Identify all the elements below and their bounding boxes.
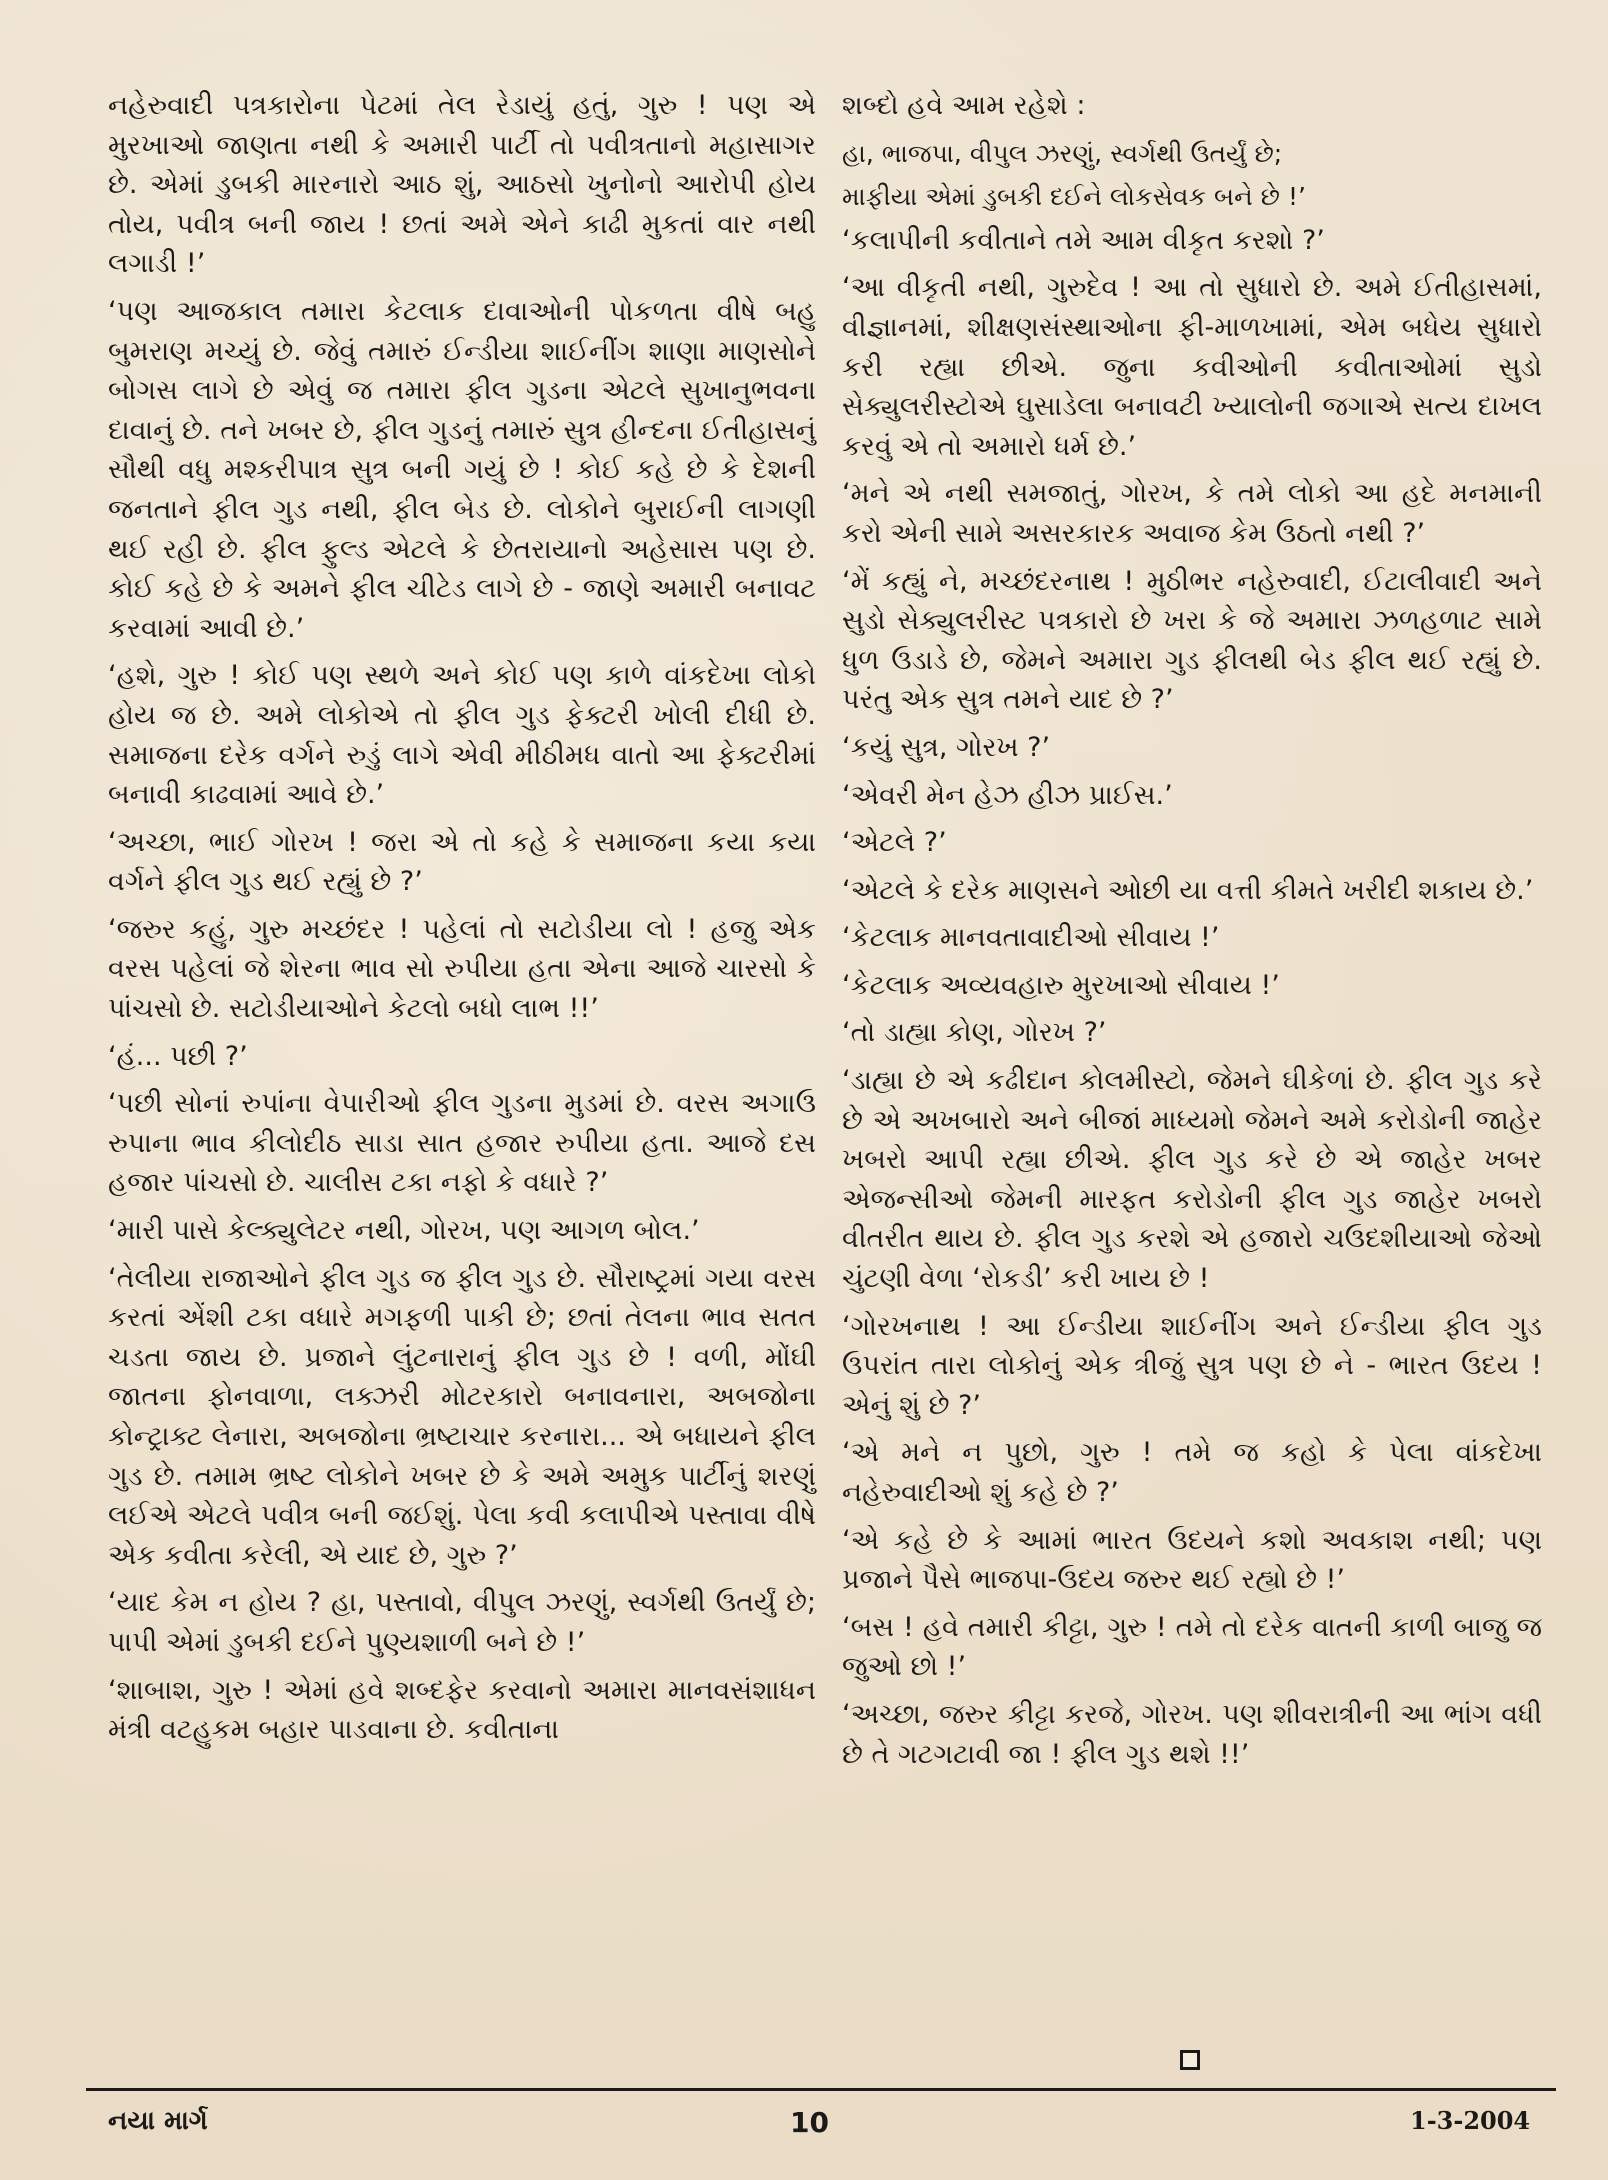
paragraph: ‘પછી સોનાં રુપાંના વેપારીઓ ફીલ ગુડના મુડમાં છે. વરસ અગાઉ રુપાના ભાવ કીલોદીઠ સાડા સાત હજાર રુપીયા હતા. આજે દસ હજાર પાંચસો છે. ચાલીસ ટકા નફો કે વધારે ?’ [108,1088,816,1199]
paragraph: ‘શાબાશ, ગુરુ ! એમાં હવે શબ્દફેર કરવાનો અમારા માનવસંશાધન મંત્રી વટહુકમ બહાર પાડવાના છે. કવીતાના [108,1674,816,1746]
paragraph: ‘મારી પાસે કેલ્ક્યુલેટર નથી, ગોરખ, પણ આગળ બોલ.’ [108,1215,700,1247]
paragraph: ‘તો ડાહ્યા કોણ, ગોરખ ?’ [842,1017,1107,1049]
paragraph: ‘મને એ નથી સમજાતું, ગોરખ, કે તમે લોકો આ હદે મનમાની કરો એની સામે અસરકારક અવાજ કેમ ઉઠતો નથી ?’ [842,478,1542,549]
paragraph: ‘તેલીયા રાજાઓને ફીલ ગુડ જ ફીલ ગુડ છે. સૌરાષ્ટ્રમાં ગયા વરસ કરતાં એંશી ટકા વધારે મગફળી પાકી છે; છતાં તેલના ભાવ સતત ચડતા જાય છે. પ્રજાને લુંટનારાનું ફીલ ગુડ છે ! વળી, મોંઘી જાતના ફોનવાળા, લક્ઝરી મોટરકારો બનાવનારા, અબજોના કોન્ટ્રાક્ટ લેનારા, અબજોના ભ્રષ્ટાચાર કરનારા... એ બધાયને ફીલ ગુડ છે. તમામ ભ્રષ્ટ લોકોને ખબર છે કે અમે અમુક પાર્ટીનું શરણું લઈએ એટલે પવીત્ર બની જઈશું. પેલા કવી કલાપીએ પસ્તાવા વીષે એક કવીતા કરેલી, એ યાદ છે, ગુરુ ?’ [108,1262,816,1571]
verse-line: માફીયા એમાં ડુબકી દઈને લોકસેવક બને છે !’ [842,182,1306,212]
paragraph: ‘કયું સુત્ર, ગોરખ ?’ [842,731,1051,763]
paragraph: શબ્દો હવે આમ રહેશે : [842,90,1086,121]
paragraph: ‘કેટલાક અવ્યવહારુ મુરખાઓ સીવાય !’ [842,969,1280,1001]
article-column-left [108,86,816,1758]
paragraph: ‘અચ્છા, ભાઈ ગોરખ ! જરા એ તો કહે કે સમાજના કયા કયા વર્ગને ફીલ ગુડ થઈ રહ્યું છે ?’ [108,826,816,898]
paragraph: ‘એ કહે છે કે આમાં ભારત ઉદયને કશો અવકાશ નથી; પણ પ્રજાને પૈસે ભાજપા-ઉદય જરુર થઈ રહ્યો છે !’ [842,1524,1542,1596]
paragraph: ‘ગોરખનાથ ! આ ઈન્ડીયા શાઈનીંગ અને ઈન્ડીયા ફીલ ગુડ ઉપરાંત તારા લોકોનું એક ત્રીજું સુત્ર પણ છે ને - ભારત ઉદય ! એનું શું છે ?’ [842,1310,1542,1421]
issue-date: 1-3-2004 [1410,2106,1531,2135]
verse-line: હા, ભાજપા, વીપુલ ઝરણું, સ્વર્ગથી ઉતર્યું છે; [842,138,1283,168]
paragraph: ‘હં... પછી ?’ [108,1040,248,1072]
paragraph: ‘પણ આજકાલ તમારા કેટલાક દાવાઓની પોકળતા વીષે બહુ બુમરાણ મચ્યું છે. જેવું તમારું ઈન્ડીયા શાઈનીંગ શાણા માણસોને બોગસ લાગે છે એવું જ તમારા ફીલ ગુડના એટલે સુખાનુભવના દાવાનું છે. તને ખબર છે, ફીલ ગુડનું તમારું સુત્ર હીન્દના ઈતીહાસનું સૌથી વધુ મશ્કરીપાત્ર સુત્ર બની ગયું છે ! કોઈ કહે છે કે દેશની જનતાને ફીલ ગુડ નથી, ફીલ બેડ છે. લોકોને બુરાઈની લાગણી થઈ રહી છે. ફીલ ફુલ્ડ એટલે કે છેતરાયાનો અહેસાસ પણ છે. કોઈ કહે છે કે અમને ફીલ ચીટેડ લાગે છે - જાણે અમારી બનાવટ કરવામાં આવી છે.’ [108,295,816,644]
end-of-article-square-icon [1180,2050,1200,2070]
paragraph: ‘કેટલાક માનવતાવાદીઓ સીવાય !’ [842,922,1220,954]
paragraph: ‘મેં કહ્યું ને, મચ્છંદરનાથ ! મુઠીભર નહેરુવાદી, ઈટાલીવાદી અને સુડો સેક્યુલરીસ્ટ પત્રકારો છે ખરા કે જે અમારા ઝળહળાટ સામે ધુળ ઉડાડે છે, જેમને અમારા ગુડ ફીલથી બેડ ફીલ થઈ રહ્યું છે. પરંતુ એક સુત્ર તમને યાદ છે ?’ [842,565,1542,716]
paragraph: ‘યાદ કેમ ન હોય ? હા, પસ્તાવો, વીપુલ ઝરણું, સ્વર્ગથી ઉતર્યું છે; પાપી એમાં ડુબકી દઈને પુણ્યશાળી બને છે !’ [108,1587,816,1658]
paragraph: ‘અચ્છા, જરુર કીટ્ટા કરજે, ગોરખ. પણ શીવરાત્રીની આ ભાંગ વધી છે તે ગટગટાવી જા ! ફીલ ગુડ થશે !!’ [842,1698,1542,1770]
footer-divider [86,2088,1556,2091]
paragraph: ‘એટલે કે દરેક માણસને ઓછી યા વત્તી કીમતે ખરીદી શકાય છે.’ [842,874,1534,906]
paragraph: ‘જરુર કહું, ગુરુ મચ્છંદર ! પહેલાં તો સટોડીયા લો ! હજુ એક વરસ પહેલાં જે શેરના ભાવ સો રુપીયા હતા એના આજે ચારસો કે પાંચસો છે. સટોડીયાઓને કેટલો બધો લાભ !!’ [108,913,816,1025]
paragraph: નહેરુવાદી પત્રકારોના પેટમાં તેલ રેડાયું હતું, ગુરુ ! પણ એ મુરખાઓ જાણતા નથી કે અમારી પાર્ટી તો પવીત્રતાનો મહાસાગર છે. એમાં ડુબકી મારનારો આઠ શું, આઠસો ખુનોનો આરોપી હોય તોય, પવીત્ર બની જાય ! છતાં અમે એને કાઢી મુકતાં વાર નથી લગાડી !’ [108,90,816,280]
paragraph: ‘આ વીકૃતી નથી, ગુરુદેવ ! આ તો સુધારો છે. અમે ઈતીહાસમાં, વીજ્ઞાનમાં, શીક્ષણસંસ્થાઓના ફી-માળખામાં, એમ બધેય સુધારો કરી રહ્યા છીએ. જુના કવીઓની કવીતાઓમાં સુડો સેક્યુલરીસ્ટોએ ઘુસાડેલા બનાવટી ખ્યાલોની જગાએ સત્ય દાખલ કરવું એ તો અમારો ધર્મ છે.’ [842,272,1542,462]
paragraph: ‘એટલે ?’ [842,827,947,859]
paragraph: ‘ડાહ્યા છે એ કઢીદાન કોલમીસ્ટો, જેમને ઘીકેળાં છે. ફીલ ગુડ કરે છે એ અખબારો અને બીજાં માધ્યમો જેમને અમે કરોડોની જાહેર ખબરો આપી રહ્યા છીએ. ફીલ ગુડ કરે છે એ જાહેર ખબર એજન્સીઓ જેમની મારફત કરોડોની ફીલ ગુડ જાહેર ખબરો વીતરીત થાય છે. ફીલ ગુડ કરશે એ હજારો ચઉદશીયાઓ જેઓ ચુંટણી વેળા ‘રોકડી’ કરી ખાય છે ! [842,1065,1542,1295]
magazine-name: નયા માર્ગ [108,2106,208,2136]
paragraph: ‘બસ ! હવે તમારી કીટ્ટા, ગુરુ ! તમે તો દરેક વાતની કાળી બાજુ જ જુઓ છો !’ [842,1611,1542,1683]
paragraph: ‘હશે, ગુરુ ! કોઈ પણ સ્થળે અને કોઈ પણ કાળે વાંકદેખા લોકો હોય જ છે. અમે લોકોએ તો ફીલ ગુડ ફેક્ટરી ખોલી દીધી છે. સમાજના દરેક વર્ગને રુડું લાગે એવી મીઠીમધ વાતો આ ફેક્ટરીમાં બનાવી કાઢવામાં આવે છે.’ [108,660,816,811]
paragraph: ‘એ મને ન પુછો, ગુરુ ! તમે જ કહો કે પેલા વાંકદેખા નહેરુવાદીઓ શું કહે છે ?’ [842,1437,1542,1508]
page-number: 10 [790,2106,829,2139]
article-column-right [842,86,1542,1782]
paragraph: ‘કલાપીની કવીતાને તમે આમ વીકૃત કરશો ?’ [842,224,1325,256]
paragraph: ‘એવરી મેન હેઝ હીઝ પ્રાઈસ.’ [842,779,1173,811]
